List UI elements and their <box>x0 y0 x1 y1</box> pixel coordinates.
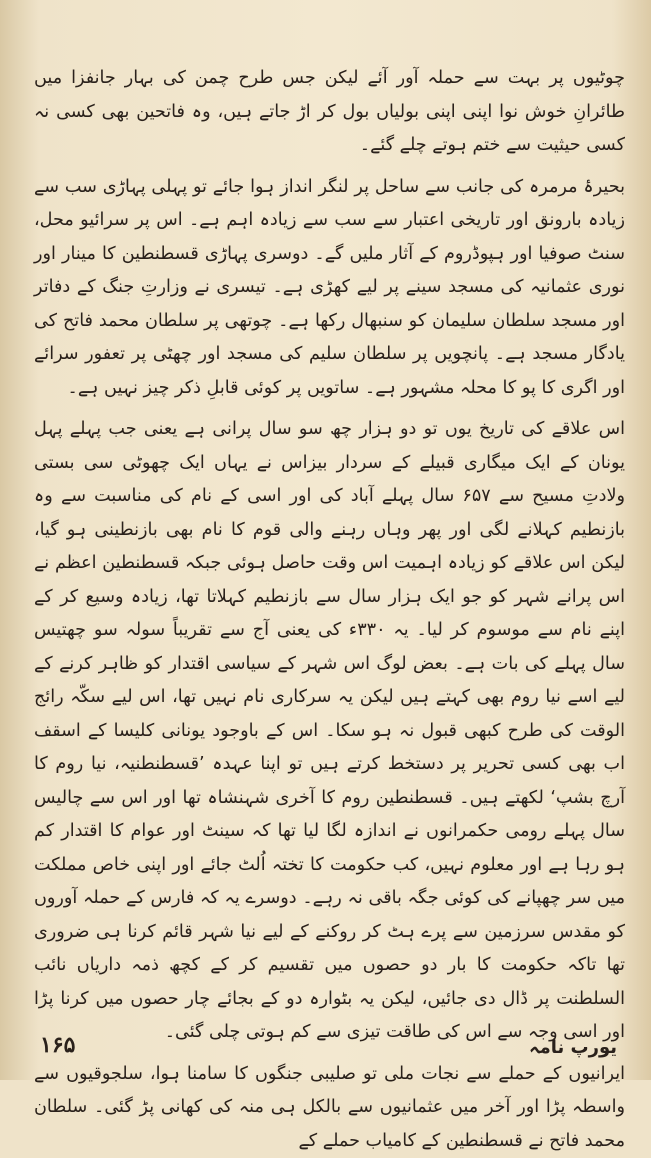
page-number: ۱۶۵ <box>40 1032 75 1058</box>
body-text <box>34 62 625 1158</box>
running-title: یورپ نامہ <box>529 1037 617 1058</box>
paragraph-4: ایرانیوں کے حملے سے نجات ملی تو صلیبی جنگوں کا سامنا ہوا، سلجوقیوں سے واسطہ پڑا اور آخر میں عثمانیوں سے بالکل ہی منہ کی کھانی پڑ گئی۔ سلطان محمد فاتح نے قسطنطین کے کامیاب حملے کے <box>34 1058 625 1158</box>
paragraph-1: چوٹیوں پر بہت سے حملہ آور آئے لیکن جس طرح چمن کی بہار جانفزا میں طائرانِ خوش نوا اپنی اپنی بولیاں بول کر اڑ جاتے ہیں، وہ فاتحین بھی کسی نہ کسی حیثیت سے ختم ہوتے چلے گئے۔ <box>34 62 625 163</box>
page-footer <box>40 1028 617 1058</box>
paragraph-3: اس علاقے کی تاریخ یوں تو دو ہزار چھ سو سال پرانی ہے یعنی جب پہلے پہل یونان کے ایک میگاری قبیلے کے سردار بیزاس نے یہاں ایک چھوٹی سی بستی ولادتِ مسیح سے ۶۵۷ سال پہلے آباد کی اور اسی کے نام کی مناسبت سے وہ بازنطیم کہلانے لگی اور پھر وہاں رہنے والی قوم کا نام بھی بازنطینی ہو گیا، لیکن اس علاقے کو زیادہ اہمیت اس وقت حاصل ہوئی جبکہ قسطنطین اعظم نے اس پرانے شہر کو جو ایک ہزار سال سے بازنطیم کہلاتا تھا، زیادہ وسیع کر کے اپنے نام سے موسوم کر لیا۔ یہ ۳۳۰ء کی یعنی آج سے تقریباً سولہ سو چھتیس سال پہلے کی بات ہے۔ بعض لوگ اس شہر کے سیاسی اقتدار کو ظاہر کرنے کے لیے اسے نیا روم بھی کہتے ہیں لیکن یہ سرکاری نام نہیں تھا، اس لیے سکّہ رائج الوقت کی طرح کبھی قبول نہ ہو سکا۔ اس کے باوجود یونانی کلیسا کے اسقف اب بھی کسی تحریر پر دستخط کرتے ہیں تو اپنا عہدہ ’قسطنطنیہ، نیا روم کا آرچ بشپ‘ لکھتے ہیں۔ قسطنطین روم کا آخری شہنشاہ تھا اور اس سے چالیس سال پہلے رومی حکمرانوں نے اندازہ لگا لیا تھا کہ سینٹ اور عوام کا اقتدار کم ہو رہا ہے اور معلوم نہیں، کب حکومت کا تختہ اُلٹ جائے اور اپنی خاص مملکت میں سر چھپانے کی کوئی جگہ باقی نہ رہے۔ دوسرے یہ کہ فارس کے حملہ آوروں کو مقدس سرزمین سے پرے ہٹ کر روکنے کے لیے نیا شہر قائم کرنا ہی ضروری تھا تاکہ حکومت کا بار دو حصوں میں تقسیم کر کے کچھ ذمہ داریاں نائب السلطنت پر ڈال دی جائیں، لیکن یہ بٹوارہ دو کے بجائے چار حصوں میں کرنا پڑا اور اسی وجہ سے اس کی طاقت تیزی سے کم ہوتی چلی گئی۔ <box>34 413 625 1050</box>
paragraph-2: بحیرۂ مرمرہ کی جانب سے ساحل پر لنگر انداز ہوا جائے تو پہلی پہاڑی سب سے زیادہ بارونق اور تاریخی اعتبار سے سب سے زیادہ اہم ہے۔ اس پر سرائیو محل، سنٹ صوفیا اور ہپوڈروم کے آثار ملیں گے۔ دوسری پہاڑی قسطنطین کا مینار اور نوری عثمانیہ کی مسجد سینے پر لیے کھڑی ہے۔ تیسری نے وزارتِ جنگ کے دفاتر اور مسجد سلطان سلیمان کو سنبھال رکھا ہے۔ چوتھی پر سلطان محمد فاتح کی یادگار مسجد ہے۔ پانچویں پر سلطان سلیم کی مسجد اور چھٹی پر تعفور سرائے اور اگری کا پو کا محلہ مشہور ہے۔ ساتویں پر کوئی قابلِ ذکر چیز نہیں ہے۔ <box>34 171 625 406</box>
